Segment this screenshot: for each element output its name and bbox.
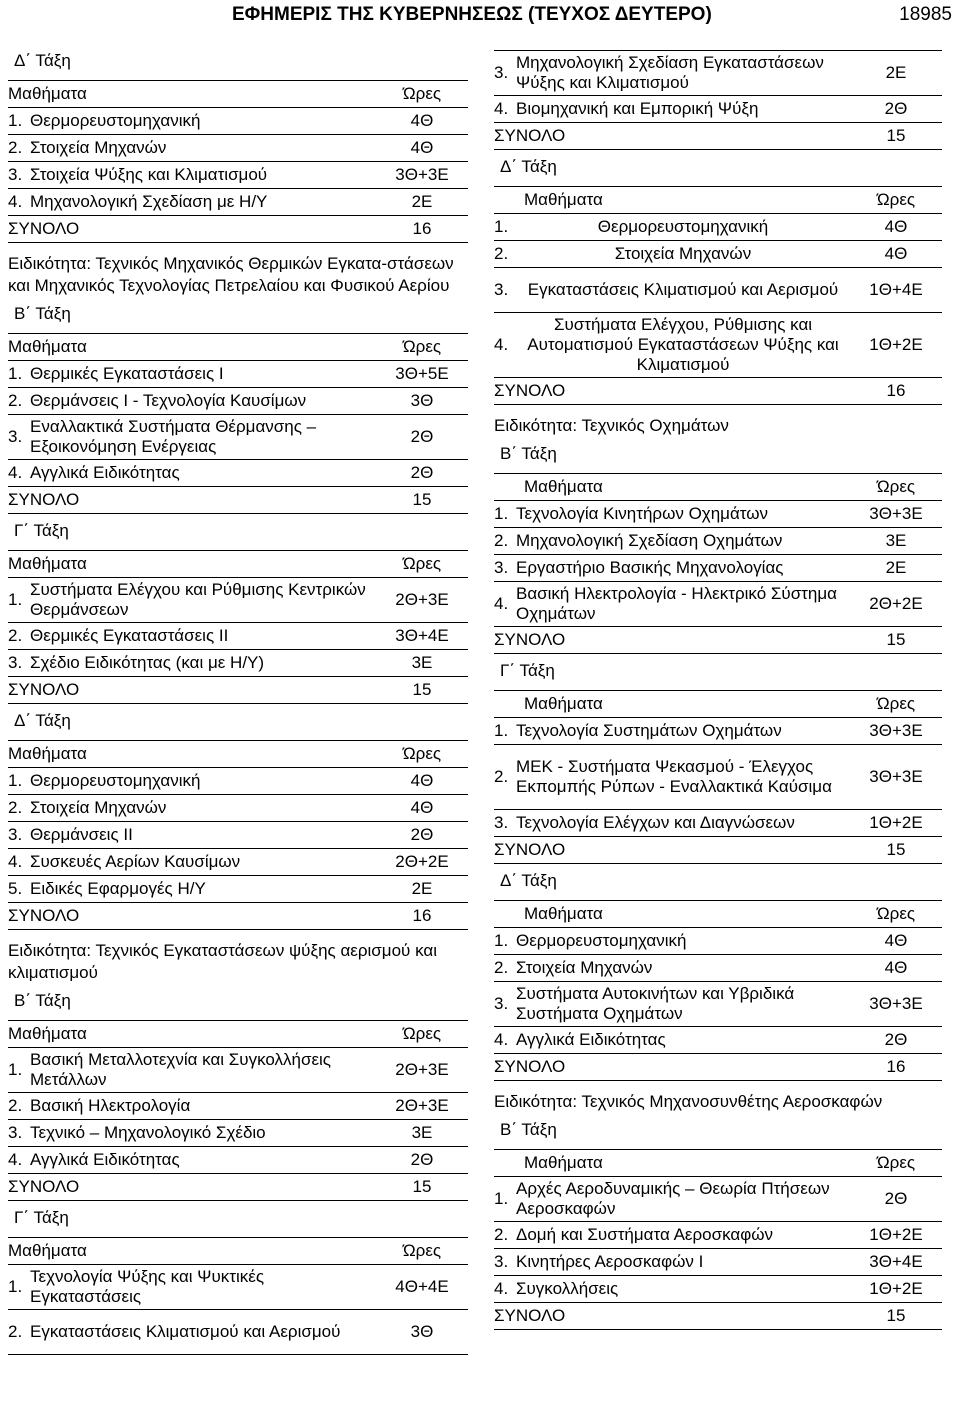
course-hours: 2Θ [884,99,908,118]
course-hours: 4Θ [410,111,434,130]
grade-title: Β΄ Τάξη [500,444,557,463]
row-number: 3. [494,63,509,82]
course-name: Τεχνολογία Ψύξης και Ψυκτικές Εγκαταστάσεις [30,1267,265,1306]
course-hours: 1Θ+2Ε [869,335,923,354]
hours-header: Ώρες [876,477,916,496]
row-number: 1. [8,364,23,383]
total-label: ΣΥΝΟΛΟ [8,490,80,509]
total-label: ΣΥΝΟΛΟ [494,1057,566,1076]
course-name: Εγκαταστάσεις Κλιματισμού και Αερισμού [527,280,839,299]
course-row [8,1147,468,1174]
course-hours: 2Θ+3Ε [395,1060,449,1079]
total-hours: 15 [412,680,432,699]
course-hours: 2Θ [884,1189,908,1208]
course-hours: 1Θ+2Ε [869,813,923,832]
table-header-row [494,1150,942,1177]
course-row [494,1276,942,1303]
course-name: Θερμορευστομηχανική [30,771,201,790]
row-number: 1. [494,1189,509,1208]
course-name: Συγκολλήσεις [516,1279,619,1298]
hours-header: Ώρες [876,1153,916,1172]
total-label: ΣΥΝΟΛΟ [8,1177,80,1196]
course-table [8,80,468,243]
total-label: ΣΥΝΟΛΟ [494,840,566,859]
course-row [8,388,468,415]
course-hours: 2Θ+3Ε [395,1096,449,1115]
course-name: Θερμάνσεις Ι - Τεχνολογία Καυσίμων [30,391,307,410]
total-label: ΣΥΝΟΛΟ [8,680,80,699]
row-number: 4. [8,192,23,211]
courses-header: Μαθήματα [8,84,87,103]
course-hours: 1Θ+4Ε [869,280,923,299]
row-number: 4. [8,1150,23,1169]
total-hours: 15 [886,630,906,649]
grade-title: Β΄ Τάξη [14,304,71,323]
course-hours: 2Θ [410,427,434,446]
course-hours: 3Θ+5Ε [395,364,449,383]
course-table [494,1149,942,1330]
row-number: 3. [494,280,509,299]
course-table [8,1237,468,1355]
course-name: Σχέδιο Ειδικότητας (και με Η/Υ) [30,653,265,672]
row-number: 3. [494,813,509,832]
course-row [494,955,942,982]
course-hours: 4Θ [410,138,434,157]
course-row [8,1048,468,1093]
specialty-title: Ειδικότητα: Τεχνικός Οχημάτων [494,416,729,435]
grade-title: Β΄ Τάξη [500,1120,557,1139]
course-hours: 3Θ+3Ε [869,767,923,786]
course-row [8,876,468,903]
course-name: Βασική Ηλεκτρολογία [30,1096,191,1115]
row-number: 4. [8,852,23,871]
total-hours: 15 [412,1177,432,1196]
specialty-title: Ειδικότητα: Τεχνικός Εγκαταστάσεων ψύξης αερισμού και κλιματισμού [8,941,437,982]
course-row [494,1249,942,1276]
courses-header: Μαθήματα [524,694,603,713]
course-row [494,96,942,123]
total-label: ΣΥΝΟΛΟ [494,126,566,145]
total-hours: 16 [412,219,432,238]
total-row [494,378,942,405]
course-name: Αγγλικά Ειδικότητας [30,463,180,482]
table-header-row [8,551,468,578]
course-hours: 3Θ+4Ε [869,1252,923,1271]
course-row [494,313,942,378]
course-row [8,1265,468,1310]
course-row [494,241,942,268]
hours-header: Ώρες [402,337,442,356]
course-hours: 1Θ+2Ε [869,1279,923,1298]
row-number: 2. [8,1096,23,1115]
courses-header: Μαθήματα [524,190,603,209]
course-row [8,623,468,650]
row-number: 2. [494,244,509,263]
course-hours: 4Θ [410,798,434,817]
row-number: 3. [494,1252,509,1271]
total-label: ΣΥΝΟΛΟ [494,1306,566,1325]
total-row [494,123,942,150]
course-hours: 3Θ [410,391,434,410]
course-row [494,745,942,810]
row-number: 1. [8,1060,23,1079]
course-table [8,333,468,514]
course-hours: 1Θ+2Ε [869,1225,923,1244]
course-name: Θερμορευστομηχανική [597,217,769,236]
course-name: Στοιχεία Ψύξης και Κλιματισμού [30,165,268,184]
grade-title: Γ΄ Τάξη [500,661,555,680]
course-hours: 2Ε [885,63,907,82]
course-table [494,690,942,864]
hours-header: Ώρες [402,84,442,103]
course-hours: 2Θ+2Ε [395,852,449,871]
course-name: Συσκευές Αερίων Καυσίμων [30,852,241,871]
total-label: ΣΥΝΟΛΟ [8,219,80,238]
course-hours: 2Ε [885,558,907,577]
total-hours: 16 [886,381,906,400]
course-hours: 3Θ+4Ε [395,626,449,645]
course-row [8,1093,468,1120]
course-row [494,501,942,528]
course-name: Βιομηχανική και Εμπορική Ψύξη [516,99,759,118]
row-number: 2. [494,958,509,977]
row-number: 4. [494,594,509,613]
course-hours: 2Θ [884,1030,908,1049]
course-name: Συστήματα Ελέγχου, Ρύθμισης και Αυτοματισμού Εγκαταστάσεων Ψύξης και Κλιματισμού [527,315,839,374]
course-hours: 4Θ [884,958,908,977]
page-header [0,0,960,34]
course-hours: 4Θ [884,217,908,236]
total-row [494,837,942,864]
course-hours: 2Θ [410,463,434,482]
total-row [8,487,468,514]
table-header-row [494,691,942,718]
course-row [8,1310,468,1355]
course-hours: 3Ε [411,1123,433,1142]
courses-header: Μαθήματα [8,744,87,763]
course-row [8,849,468,876]
course-name: Στοιχεία Μηχανών [30,138,167,157]
row-number: 3. [494,994,509,1013]
course-hours: 2Θ [410,1150,434,1169]
total-hours: 15 [886,840,906,859]
course-row [494,555,942,582]
grade-title: Δ΄ Τάξη [500,871,557,890]
course-name: Στοιχεία Μηχανών [614,244,752,263]
table-header-row [8,81,468,108]
course-row [494,718,942,745]
course-name: ΜΕΚ - Συστήματα Ψεκασμού - Έλεγχος Εκπομπής Ρύπων - Εναλλακτικά Καύσιμα [516,757,832,796]
course-name: Δομή και Συστήματα Αεροσκαφών [516,1225,774,1244]
hours-header: Ώρες [402,744,442,763]
row-number: 4. [8,463,23,482]
course-name: Θερμάνσεις ΙΙ [30,825,133,844]
course-name: Αγγλικά Ειδικότητας [30,1150,180,1169]
course-name: Θερμορευστομηχανική [30,111,201,130]
grade-title: Δ΄ Τάξη [14,51,71,70]
row-number: 1. [8,1277,23,1296]
courses-header: Μαθήματα [8,337,87,356]
page-number: 18985 [899,4,952,25]
hours-header: Ώρες [876,904,916,923]
row-number: 4. [494,1030,509,1049]
row-number: 3. [8,1123,23,1142]
course-table [494,186,942,405]
course-name: Θερμικές Εγκαταστάσεις Ι [30,364,224,383]
course-row [494,1027,942,1054]
row-number: 3. [8,825,23,844]
course-name: Εγκαταστάσεις Κλιματισμού και Αερισμού [30,1322,341,1341]
course-hours: 3Θ+3Ε [869,721,923,740]
course-row [8,361,468,388]
row-number: 1. [494,721,509,740]
total-hours: 16 [412,906,432,925]
course-name: Εναλλακτικά Συστήματα Θέρμανσης – Εξοικονόμηση Ενέργειας [30,417,317,456]
row-number: 1. [8,771,23,790]
course-row [8,1120,468,1147]
course-name: Ειδικές Εφαρμογές Η/Υ [30,879,206,898]
course-name: Εργαστήριο Βασικής Μηχανολογίας [516,558,784,577]
row-number: 1. [494,217,509,236]
total-hours: 15 [886,1306,906,1325]
course-hours: 4Θ [884,244,908,263]
course-row [8,135,468,162]
course-name: Αρχές Αεροδυναμικής – Θεωρία Πτήσεων Αεροσκαφών [516,1179,830,1218]
course-name: Θερμικές Εγκαταστάσεις ΙΙ [30,626,229,645]
courses-header: Μαθήματα [8,1024,87,1043]
hours-header: Ώρες [402,1024,442,1043]
row-number: 4. [494,1279,509,1298]
total-row [8,216,468,243]
course-row [8,578,468,623]
row-number: 2. [8,626,23,645]
total-hours: 15 [412,490,432,509]
course-hours: 2Ε [411,192,433,211]
row-number: 2. [494,767,509,786]
course-table [8,740,468,930]
hours-header: Ώρες [402,1241,442,1260]
row-number: 2. [8,138,23,157]
table-header-row [494,474,942,501]
courses-header: Μαθήματα [524,904,603,923]
course-hours: 3Θ+3Ε [395,165,449,184]
row-number: 3. [8,427,23,446]
course-table [8,1020,468,1201]
course-row [494,528,942,555]
row-number: 3. [8,653,23,672]
course-row [494,982,942,1027]
total-hours: 16 [886,1057,906,1076]
course-name: Μηχανολογική Σχεδίαση Οχημάτων [516,531,783,550]
total-label: ΣΥΝΟΛΟ [494,630,566,649]
course-hours: 2Θ+2Ε [869,594,923,613]
course-hours: 3Θ+3Ε [869,504,923,523]
grade-title: Β΄ Τάξη [14,991,71,1010]
hours-header: Ώρες [876,190,916,209]
total-label: ΣΥΝΟΛΟ [494,381,566,400]
course-row [494,1222,942,1249]
course-name: Μηχανολογική Σχεδίαση Εγκαταστάσεων Ψύξης και Κλιματισμού [516,53,824,92]
row-number: 2. [8,391,23,410]
table-header-row [494,901,942,928]
courses-header: Μαθήματα [524,477,603,496]
course-hours: 3Ε [411,653,433,672]
course-table [494,473,942,654]
course-row [8,108,468,135]
total-row [8,1174,468,1201]
course-table [494,900,942,1081]
course-row [494,1177,942,1222]
row-number: 1. [8,111,23,130]
course-hours: 2Θ [410,825,434,844]
row-number: 2. [8,798,23,817]
row-number: 2. [494,1225,509,1244]
row-number: 4. [494,335,509,354]
hours-header: Ώρες [402,554,442,573]
table-header-row [8,1021,468,1048]
course-hours: 4Θ [884,931,908,950]
course-name: Στοιχεία Μηχανών [516,958,653,977]
course-hours: 3Ε [885,531,907,550]
courses-header: Μαθήματα [8,554,87,573]
table-header-row [8,1238,468,1265]
course-row [494,214,942,241]
row-number: 1. [494,931,509,950]
course-name: Μηχανολογική Σχεδίαση με Η/Υ [30,192,268,211]
course-row [8,460,468,487]
grade-title: Γ΄ Τάξη [14,521,69,540]
course-name: Κινητήρες Αεροσκαφών Ι [516,1252,704,1271]
courses-header: Μαθήματα [8,1241,87,1260]
course-row [8,822,468,849]
course-row [8,650,468,677]
row-number: 3. [494,558,509,577]
grade-title: Γ΄ Τάξη [14,1208,69,1227]
total-label: ΣΥΝΟΛΟ [8,906,80,925]
course-row [8,795,468,822]
course-name: Στοιχεία Μηχανών [30,798,167,817]
course-row [8,768,468,795]
specialty-title: Ειδικότητα: Τεχνικός Μηχανοσυνθέτης Αεροσκαφών [494,1092,883,1111]
course-table [8,550,468,704]
total-row [494,1303,942,1330]
total-row [8,903,468,930]
course-name: Βασική Μεταλλοτεχνία και Συγκολλήσεις Μετάλλων [30,1050,332,1089]
course-name: Αγγλικά Ειδικότητας [516,1030,666,1049]
course-name: Βασική Ηλεκτρολογία - Ηλεκτρικό Σύστημα Οχημάτων [516,584,837,623]
row-number: 4. [494,99,509,118]
grade-title: Δ΄ Τάξη [14,711,71,730]
total-hours: 15 [886,126,906,145]
course-hours: 4Θ [410,771,434,790]
row-number: 1. [8,590,23,609]
course-hours: 3Θ+3Ε [869,994,923,1013]
course-row [494,51,942,96]
row-number: 1. [494,504,509,523]
course-row [494,582,942,627]
course-hours: 3Θ [410,1322,434,1341]
course-row [8,162,468,189]
total-row [494,627,942,654]
grade-title: Δ΄ Τάξη [500,157,557,176]
course-name: Τεχνολογία Κινητήρων Οχημάτων [516,504,769,523]
course-row [494,268,942,313]
row-number: 2. [494,531,509,550]
course-row [8,415,468,460]
course-row [494,928,942,955]
courses-header: Μαθήματα [524,1153,603,1172]
row-number: 2. [8,1322,23,1341]
total-row [8,677,468,704]
table-header-row [494,187,942,214]
course-name: Τεχνολογία Ελέγχων και Διαγνώσεων [516,813,795,832]
course-name: Συστήματα Ελέγχου και Ρύθμισης Κεντρικών Θερμάνσεων [30,580,366,619]
specialty-title: Ειδικότητα: Τεχνικός Μηχανικός Θερμικών Εγκατα-στάσεων και Μηχανικός Τεχνολογίας Πετρελαίου και Φυσικού Αερίου [8,254,454,295]
total-row [494,1054,942,1081]
row-number: 3. [8,165,23,184]
hours-header: Ώρες [876,694,916,713]
course-row [494,810,942,837]
gazette-title: ΕΦΗΜΕΡΙΣ ΤΗΣ ΚΥΒΕΡΝΗΣΕΩΣ (ΤΕΥΧΟΣ ΔΕΥΤΕΡΟ) [232,4,712,25]
course-row [8,189,468,216]
left-column [8,44,468,1355]
course-table [494,50,942,150]
table-header-row [8,334,468,361]
course-hours: 2Ε [411,879,433,898]
course-name: Θερμορευστομηχανική [516,931,687,950]
course-name: Συστήματα Αυτοκινήτων και Υβριδικά Συστήματα Οχημάτων [516,984,795,1023]
right-column [494,44,942,1330]
course-hours: 4Θ+4Ε [395,1277,449,1296]
course-name: Τεχνικό – Μηχανολογικό Σχέδιο [30,1123,266,1142]
course-hours: 2Θ+3Ε [395,590,449,609]
course-name: Τεχνολογία Συστημάτων Οχημάτων [516,721,782,740]
table-header-row [8,741,468,768]
row-number: 5. [8,879,23,898]
